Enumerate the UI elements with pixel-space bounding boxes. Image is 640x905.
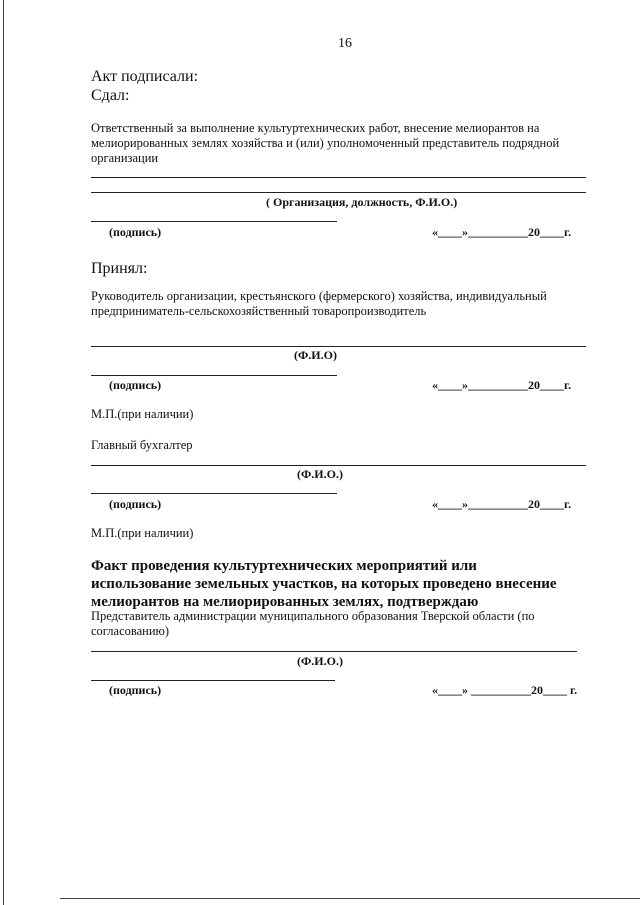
signature-caption-1: (подпись) [109, 225, 162, 239]
date-field-4: «____» __________20____ г. [432, 683, 578, 697]
responsible-party-text: Ответственный за выполнение культуртехнических работ, внесение мелиорантов на мелиорированных землях хозяйства и (или) уполномоченный представитель подрядной организации [91, 121, 560, 165]
fact-confirmation-text: Факт проведения культуртехнических мероприятий или использование земельных участков, на которых проведено внесение мелиорантов на мелиорированных землях, подтверждаю [91, 558, 557, 610]
signature-caption-4: (подпись) [109, 683, 162, 697]
stamp-note-2: М.П.(при наличии) [91, 407, 194, 421]
act-signed-heading: Акт подписали: [91, 68, 199, 85]
signature-caption-3: (подпись) [109, 497, 162, 511]
accepted-heading: Принял: [91, 260, 148, 277]
date-field-1: «____»__________20____г. [432, 225, 572, 239]
stamp-note-3: М.П.(при наличии) [91, 526, 194, 540]
org-blank-line-2 [91, 192, 586, 193]
left-page-edge [3, 0, 4, 905]
fio-line-4 [91, 651, 577, 652]
fio-line-3 [91, 465, 586, 466]
handed-over-heading: Сдал: [91, 87, 130, 104]
org-blank-line-1 [91, 177, 586, 178]
fio-line-2 [91, 346, 586, 347]
signature-line-1 [91, 221, 337, 222]
bottom-page-edge [60, 898, 640, 899]
date-field-3: «____»__________20____г. [432, 497, 572, 511]
org-caption: ( Организация, должность, Ф.И.О.) [266, 195, 458, 209]
fio-caption-3: (Ф.И.О.) [297, 467, 343, 481]
administration-representative-text: Представитель администрации муниципального образования Тверской области (по согласованию) [91, 609, 535, 638]
chief-accountant-label: Главный бухгалтер [91, 438, 193, 452]
fio-caption-2: (Ф.И.О) [294, 348, 337, 362]
date-field-2: «____»__________20____г. [432, 378, 572, 392]
page-number: 16 [338, 36, 352, 51]
signature-line-3 [91, 493, 337, 494]
signature-line-4 [91, 680, 335, 681]
head-of-organization-text: Руководитель организации, крестьянского (фермерского) хозяйства, индивидуальный предприниматель-сельскохозяйственный товаропроизводитель [91, 289, 547, 318]
fio-caption-4: (Ф.И.О.) [297, 654, 343, 668]
signature-line-2 [91, 375, 337, 376]
signature-caption-2: (подпись) [109, 378, 162, 392]
